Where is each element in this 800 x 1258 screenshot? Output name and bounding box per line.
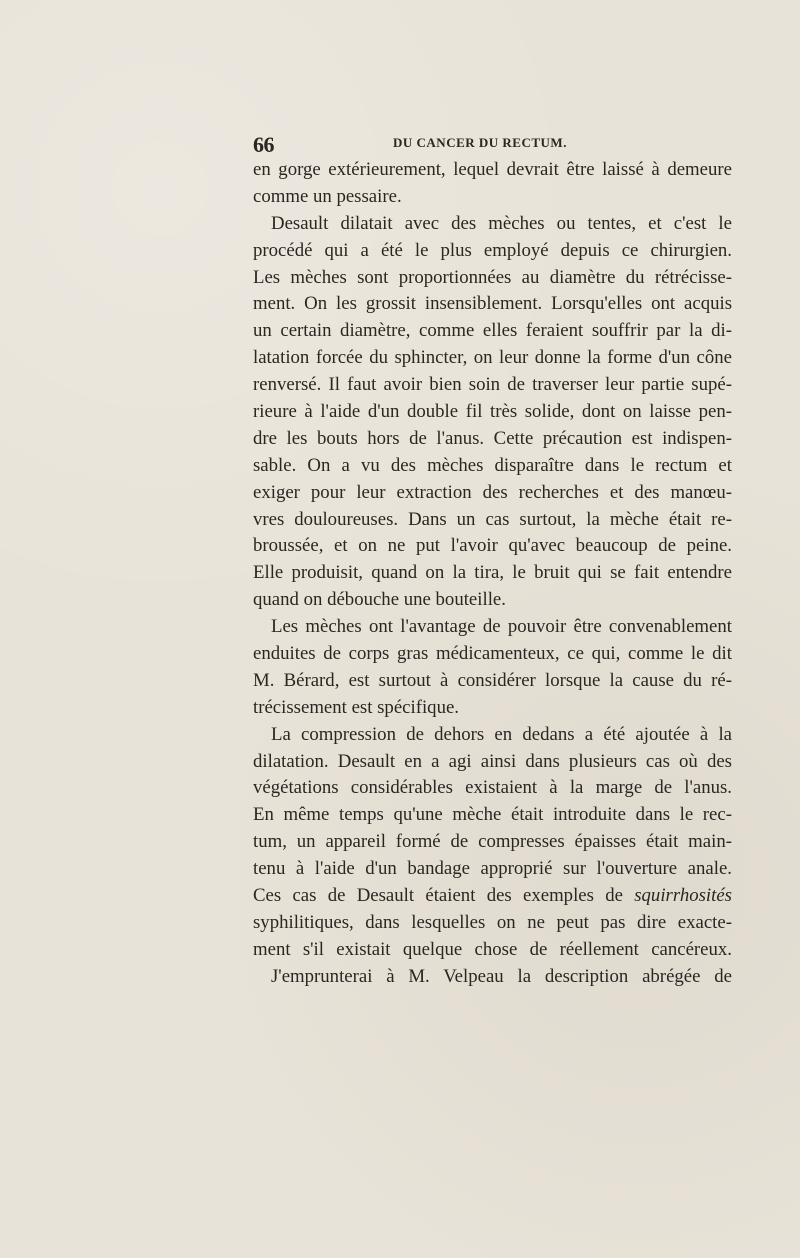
text-line [253, 560, 732, 587]
text-line-content: un certain diamètre, comme elles feraient souffrir par la di- [253, 320, 732, 342]
running-head: DU CANCER DU RECTUM. [393, 135, 567, 150]
italic-term: squirrhosités [634, 885, 732, 907]
text-line-content: dilatation. Desault en a agi ainsi dans plusieurs cas où des [253, 750, 732, 772]
text-line [253, 937, 732, 964]
text-line [253, 238, 732, 265]
text-line [253, 964, 732, 991]
text-line [253, 265, 732, 292]
text-line [253, 211, 732, 238]
page-number: 66 [253, 132, 274, 157]
text-line-content: végétations considérables existaient à la marge de l'anus. [253, 777, 732, 799]
text-line [253, 587, 732, 614]
text-line [253, 480, 732, 507]
text-line [253, 372, 732, 399]
text-line-content: dre les bouts hors de l'anus. Cette précaution est indispen- [253, 427, 732, 449]
text-line-content: broussée, et on ne put l'avoir qu'avec beaucoup de peine. [253, 535, 732, 557]
text-line [253, 883, 732, 910]
text-line-content: enduites de corps gras médicamenteux, ce qui, comme le dit [253, 643, 732, 665]
text-line [253, 318, 732, 345]
text-line-content: tenu à l'aide d'un bandage approprié sur l'ouverture anale. [253, 858, 732, 880]
page-header [253, 132, 733, 156]
text-line [253, 507, 732, 534]
text-line [253, 453, 732, 480]
text-line-content: J'emprunterai à M. Velpeau la description abrégée de [271, 965, 732, 987]
text-line [253, 614, 732, 641]
text-line [253, 775, 732, 802]
text-line-content: tum, un appareil formé de compresses épaisses était main- [253, 831, 732, 853]
text-line-content: quand on débouche une bouteille. [253, 589, 506, 611]
text-line [253, 157, 732, 184]
text-line-content: rieure à l'aide d'un double fil très solide, dont on laisse pen- [253, 401, 732, 423]
text-line-content: latation forcée du sphincter, on leur donne la forme d'un cône [253, 347, 732, 369]
text-line [253, 695, 732, 722]
text-line-content: Les mèches sont proportionnées au diamètre du rétrécisse- [253, 266, 732, 288]
text-line [253, 856, 732, 883]
text-line-content: M. Bérard, est surtout à considérer lorsque la cause du ré- [253, 669, 732, 691]
text-line [253, 668, 732, 695]
text-line-content: ment. On les grossit insensiblement. Lorsqu'elles ont acquis [253, 293, 732, 315]
text-line-content: Desault dilatait avec des mèches ou tentes, et c'est le [271, 212, 732, 234]
text-line [253, 426, 732, 453]
text-line-content: syphilitiques, dans lesquelles on ne peut pas dire exacte- [253, 911, 732, 933]
text-line [253, 910, 732, 937]
text-line [253, 722, 732, 749]
text-line-content: En même temps qu'une mèche était introduite dans le rec- [253, 804, 732, 826]
text-line-content: Les mèches ont l'avantage de pouvoir être convenablement [271, 616, 732, 638]
text-line-content: renversé. Il faut avoir bien soin de traverser leur partie supé- [253, 374, 732, 396]
text-line [253, 641, 732, 668]
text-line-content: Elle produisit, quand on la tira, le bruit qui se fait entendre [253, 562, 732, 584]
text-line [253, 184, 732, 211]
text-line [253, 829, 732, 856]
body-text [253, 157, 732, 991]
text-line [253, 291, 732, 318]
text-line-content: sable. On a vu des mèches disparaître dans le rectum et [253, 454, 732, 476]
text-line-content: ment s'il existait quelque chose de réellement cancéreux. [253, 938, 732, 960]
text-line [253, 399, 732, 426]
text-line-content: trécissement est spécifique. [253, 696, 459, 718]
text-line-content: Ces cas de Desault étaient des exemples de [253, 885, 635, 907]
text-line-content: exiger pour leur extraction des recherches et des manœu- [253, 481, 732, 503]
text-line-content: en gorge extérieurement, lequel devrait être laissé à demeure [253, 159, 732, 180]
text-line-content: procédé qui a été le plus employé depuis ce chirurgien. [253, 239, 732, 261]
text-line [253, 533, 732, 560]
text-line [253, 345, 732, 372]
text-line-content: vres douloureuses. Dans un cas surtout, la mèche était re- [253, 508, 732, 530]
text-line [253, 749, 732, 776]
text-line-content: La compression de dehors en dedans a été ajoutée à la [271, 723, 732, 745]
text-line [253, 802, 732, 829]
text-line-content: comme un pessaire. [253, 185, 402, 207]
